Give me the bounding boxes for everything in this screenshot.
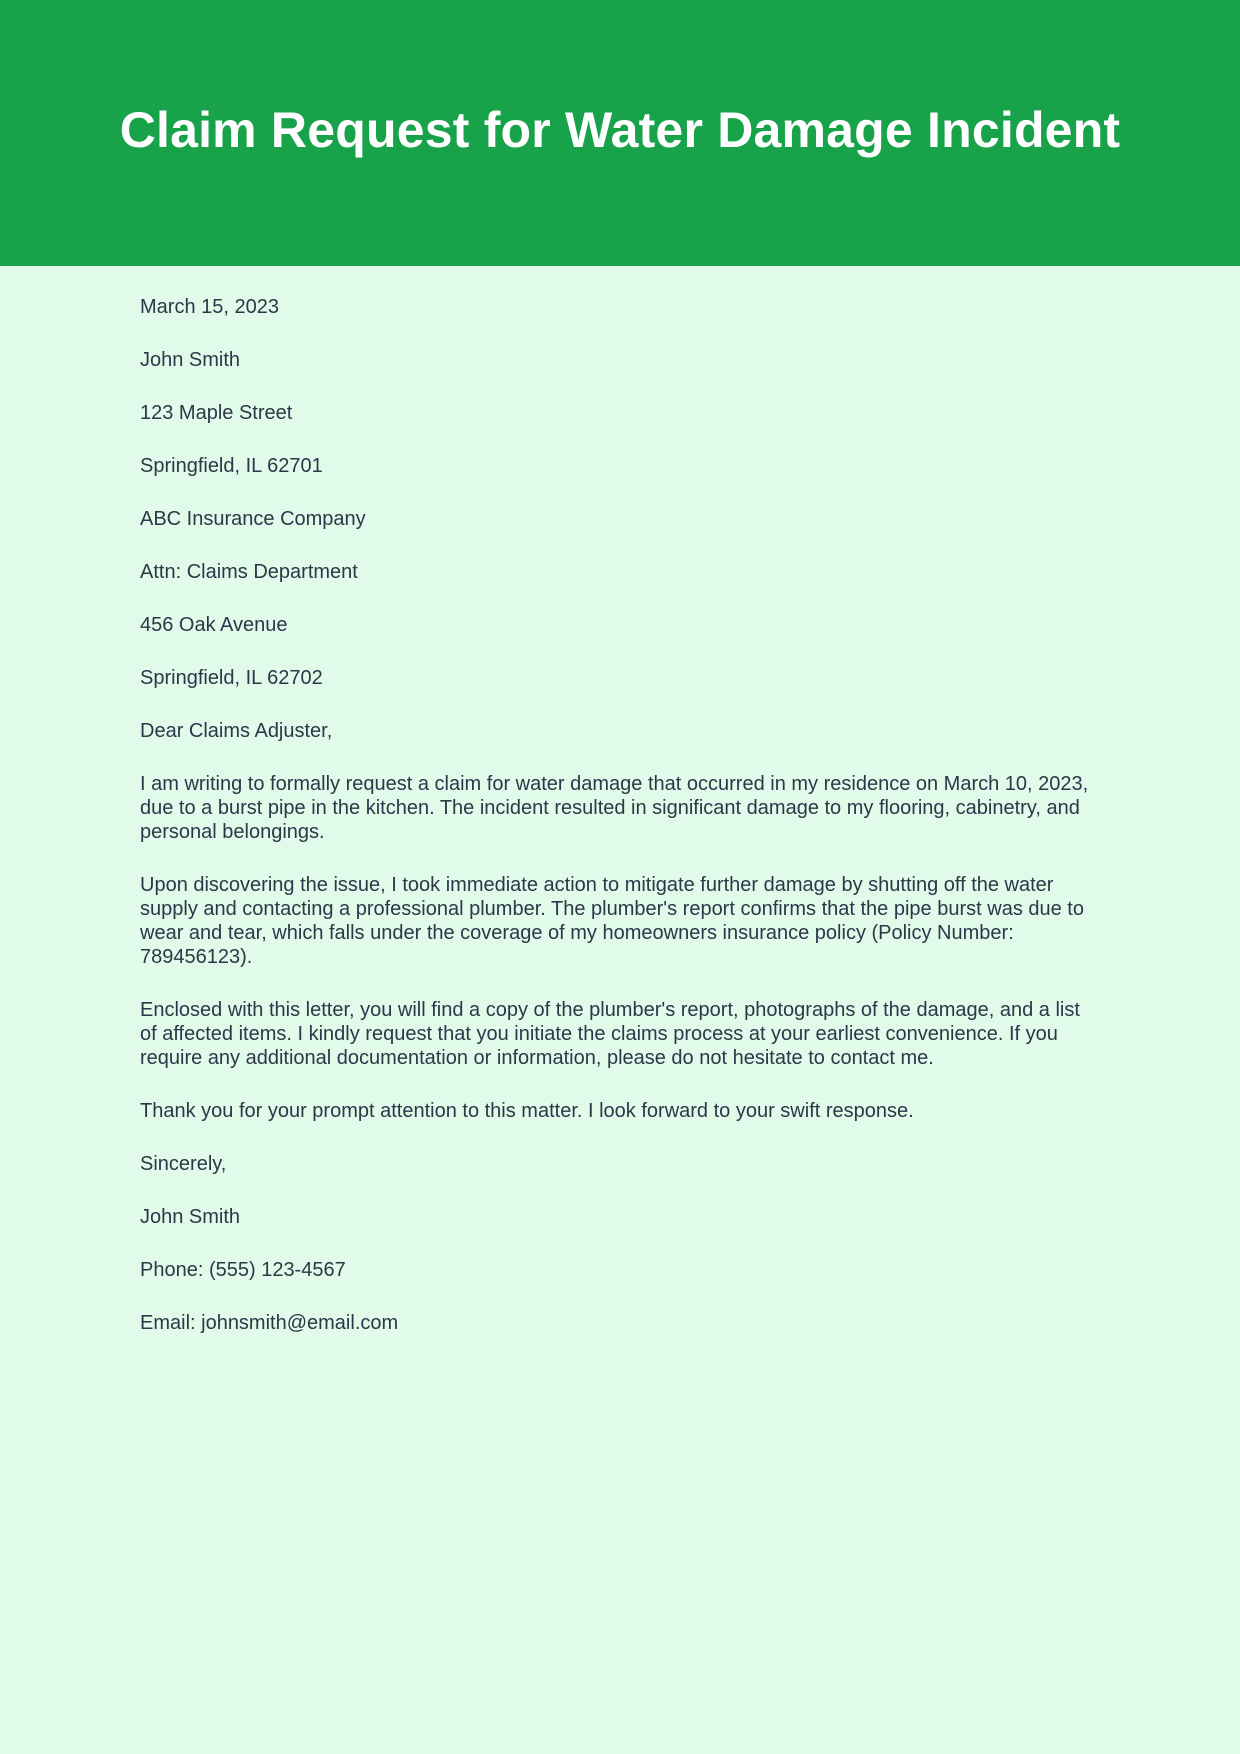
sender-name: John Smith xyxy=(140,349,241,371)
sender-address xyxy=(140,348,1100,478)
body-paragraph: Thank you for your prompt attention to this matter. I look forward to your swift response. xyxy=(140,1100,914,1122)
page-header xyxy=(0,0,1240,266)
letter-paragraphs xyxy=(140,772,1100,1123)
body-paragraph: Enclosed with this letter, you will find a copy of the plumber's report, photographs of the damage, and a list of affected items. I kindly request that you initiate the claims process at your earliest convenience. If you require any additional documentation or information, please do not hesitate to contact me. xyxy=(140,999,1080,1069)
letter-date: March 15, 2023 xyxy=(140,296,279,318)
page-title: Claim Request for Water Damage Incident xyxy=(119,102,1121,158)
recipient-company: ABC Insurance Company xyxy=(140,508,366,530)
recipient-attn: Attn: Claims Department xyxy=(140,561,358,583)
body-paragraph: Upon discovering the issue, I took immediate action to mitigate further damage by shutting off the water supply and contacting a professional plumber. The plumber's report confirms that the pipe burst was due to wear and tear, which falls under the coverage of my homeowners insurance policy (Policy Number: 789456123). xyxy=(140,874,1084,968)
contact-email: Email: johnsmith@email.com xyxy=(140,1312,399,1334)
sender-street: 123 Maple Street xyxy=(140,402,293,424)
signature-name: John Smith xyxy=(140,1206,241,1228)
letter-body xyxy=(0,266,1240,1335)
recipient-city-state-zip: Springfield, IL 62702 xyxy=(140,667,323,689)
signature-block xyxy=(140,1152,1100,1335)
salutation: Dear Claims Adjuster, xyxy=(140,720,333,742)
closing: Sincerely, xyxy=(140,1153,227,1175)
body-paragraph: I am writing to formally request a claim for water damage that occurred in my residence on March 10, 2023, due to a burst pipe in the kitchen. The incident resulted in significant damage to my flooring, cabinetry, and personal belongings. xyxy=(140,773,1089,843)
contact-phone: Phone: (555) 123-4567 xyxy=(140,1259,346,1281)
recipient-address xyxy=(140,507,1100,690)
recipient-street: 456 Oak Avenue xyxy=(140,614,288,636)
sender-city-state-zip: Springfield, IL 62701 xyxy=(140,455,323,477)
